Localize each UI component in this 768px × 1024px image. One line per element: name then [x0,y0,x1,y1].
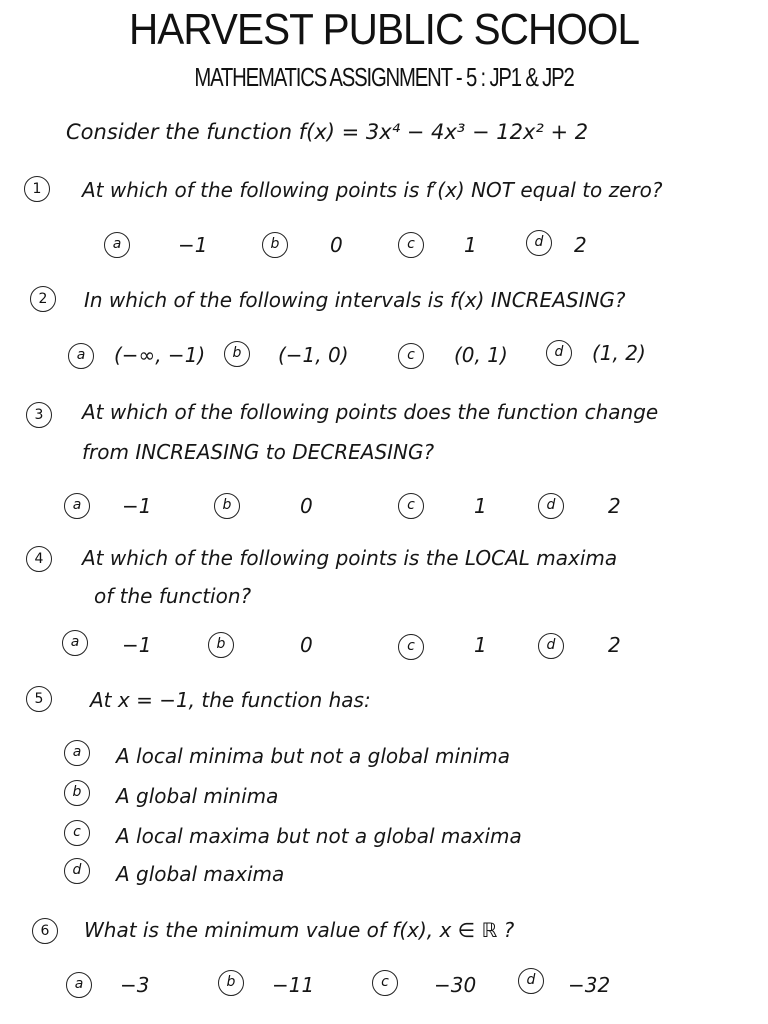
option-value: 0 [300,494,313,518]
option-value: −1 [122,633,152,657]
question-text: At which of the following points is the LOCAL maxima [82,546,618,570]
option-value: 2 [608,633,621,657]
option-value: 2 [608,494,621,518]
school-title: HARVEST PUBLIC SCHOOL [128,5,640,54]
option-label: b [214,493,240,519]
option-value: 0 [330,233,343,257]
option-label: d [526,230,552,256]
option-value: 1 [474,494,487,518]
option-value: A local maxima but not a global maxima [116,824,522,848]
option-label: c [64,820,90,846]
option-value: −3 [120,973,150,997]
assignment-title: MATHEMATICS ASSIGNMENT - 5 : JP1 & JP2 [194,62,574,92]
option-value: (−1, 0) [278,343,349,367]
option-label: a [64,493,90,519]
question-text-continued: of the function? [94,584,252,608]
option-label: a [64,740,90,766]
option-value: (−∞, −1) [114,343,206,367]
question-text: At which of the following points is f′(x) NOT equal to zero? [82,178,663,202]
question-number: 6 [32,918,58,944]
option-value: (0, 1) [454,343,508,367]
option-label: c [398,232,424,258]
option-value: 2 [574,233,587,257]
option-label: b [224,341,250,367]
option-value: 1 [464,233,477,257]
option-label: a [62,630,88,656]
option-label: a [66,972,92,998]
option-label: d [538,493,564,519]
option-value: A global minima [116,784,279,808]
question-text-continued: from INCREASING to DECREASING? [82,440,435,464]
option-label: b [64,780,90,806]
question-text: At x = −1, the function has: [90,688,371,712]
option-value: −11 [272,973,315,997]
option-value: (1, 2) [592,341,646,365]
option-label: a [68,343,94,369]
option-label: c [398,493,424,519]
option-value: 1 [474,633,487,657]
option-value: −32 [568,973,611,997]
question-number: 4 [26,546,52,572]
option-value: −1 [178,233,208,257]
question-number: 2 [30,286,56,312]
option-label: c [398,634,424,660]
option-value: A global maxima [116,862,285,886]
question-number: 3 [26,402,52,428]
question-text: In which of the following intervals is f(x) INCREASING? [84,288,626,312]
option-label: b [218,970,244,996]
question-number: 5 [26,686,52,712]
option-label: c [398,343,424,369]
option-value: A local minima but not a global minima [116,744,511,768]
option-value: −1 [122,494,152,518]
option-label: d [518,968,544,994]
option-value: 0 [300,633,313,657]
option-label: a [104,232,130,258]
option-value: −30 [434,973,477,997]
option-label: b [262,232,288,258]
question-text: What is the minimum value of f(x), x ∈ ℝ ? [84,918,515,942]
function-statement: Consider the function f(x) = 3x⁴ − 4x³ − 12x² + 2 [66,120,589,144]
option-label: d [64,858,90,884]
option-label: d [538,633,564,659]
question-number: 1 [24,176,50,202]
option-label: c [372,970,398,996]
option-label: b [208,632,234,658]
option-label: d [546,340,572,366]
question-text: At which of the following points does the function change [82,400,659,424]
